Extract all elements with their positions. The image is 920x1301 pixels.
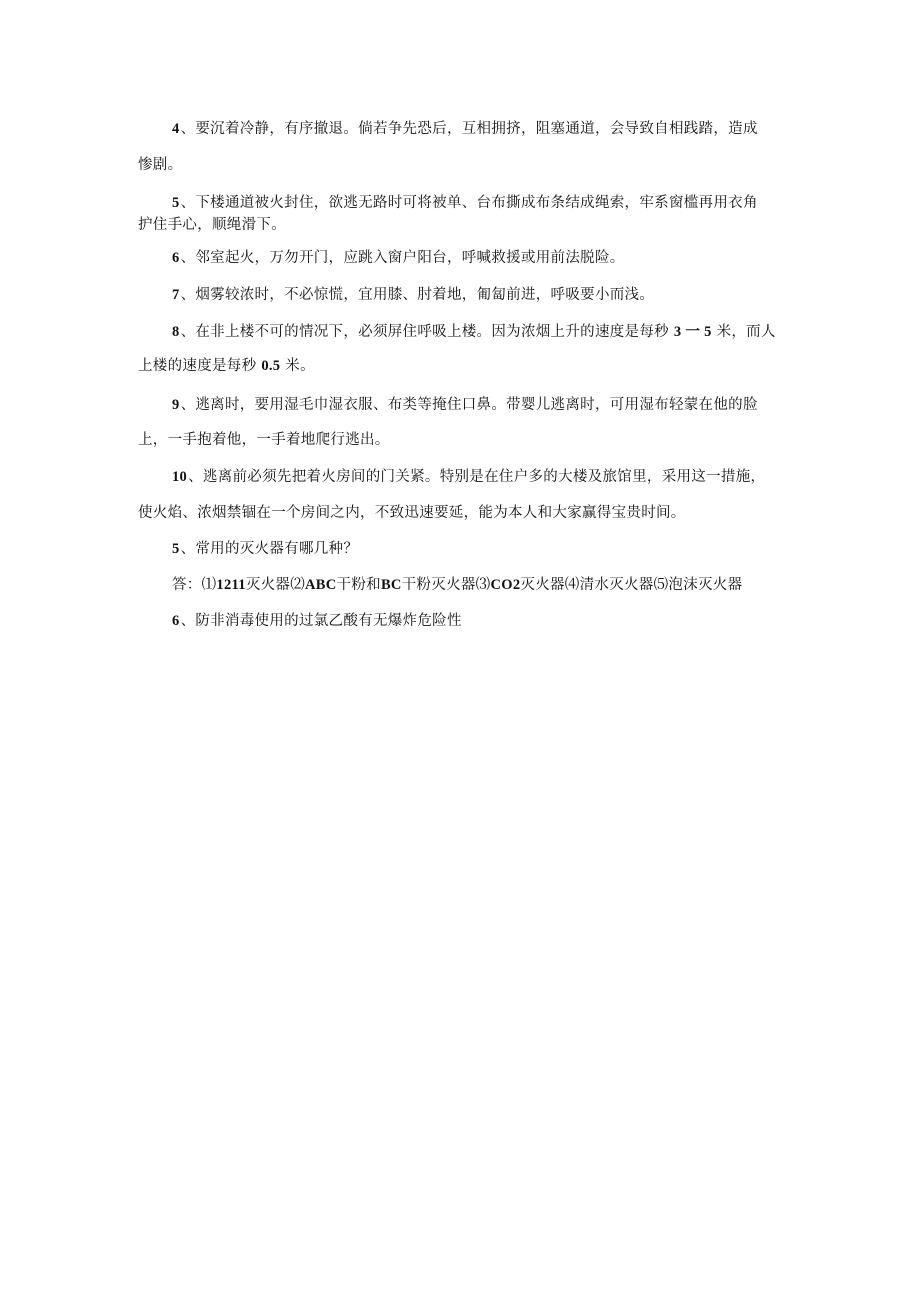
item-number: 6 <box>172 250 180 266</box>
question-text: 、常用的灭火器有哪几种？ <box>180 541 359 557</box>
item-9-line-2 <box>138 433 788 448</box>
item-5-line-1 <box>172 196 822 211</box>
item-10-line-2 <box>138 506 788 521</box>
answer-text: 干粉灭火器⑶ <box>401 577 491 593</box>
item-9-line-1 <box>172 398 822 413</box>
item-text: 米，而人 <box>716 324 776 340</box>
answer-text: 灭火器⑵ <box>245 577 306 593</box>
item-10-line-1 <box>172 470 822 485</box>
item-text: 使火焰、浓烟禁锢在一个房间之内，不致迅速要延，能为本人和大家赢得宝贵时间。 <box>138 505 686 521</box>
item-5-line-2 <box>138 218 788 233</box>
item-8-line-2 <box>138 359 788 374</box>
item-number: 7 <box>172 287 180 303</box>
item-4-line-1 <box>172 122 822 137</box>
item-7 <box>172 288 822 303</box>
item-number: 8 <box>172 324 180 340</box>
answer-bold: 1211 <box>216 577 246 593</box>
answer-bold: BC <box>380 577 402 593</box>
answer-5 <box>172 578 822 593</box>
answer-text: 干粉和 <box>336 577 381 593</box>
item-number: 4 <box>172 121 180 137</box>
question-number: 5 <box>172 541 180 557</box>
smoke-speed-value: 3 一 5 <box>673 324 712 340</box>
item-number: 9 <box>172 397 180 413</box>
item-text: 、烟雾较浓时，不必惊慌，宜用膝、肘着地，匍匐前进，呼吸要小而浅。 <box>180 287 655 303</box>
item-number: 5 <box>172 195 180 211</box>
question-number: 6 <box>172 613 180 629</box>
question-text: 、防非消毒使用的过氯乙酸有无爆炸危险性 <box>180 613 462 629</box>
answer-text: 答：⑴ <box>172 577 217 593</box>
item-number: 10 <box>172 469 188 485</box>
answer-bold: CO2 <box>490 577 521 593</box>
item-text: 上，一手抱着他，一手着地爬行逃出。 <box>138 432 390 448</box>
item-text: 、下楼通道被火封住，欲逃无路时可将被单、台布撕成布条结成绳索，牢系窗槛再用衣角 <box>180 195 758 211</box>
item-text: 上楼的速度是每秒 <box>138 358 257 374</box>
climb-speed-value: 0.5 <box>261 358 281 374</box>
item-text: 、要沉着冷静，有序撤退。倘若争先恐后，互相拥挤，阻塞通道，会导致自相践踏，造成 <box>180 121 758 137</box>
item-text: 惨剧。 <box>138 157 183 173</box>
item-6 <box>172 251 822 266</box>
item-text: 、逃离前必须先把着火房间的门关紧。特别是在住户多的大楼及旅馆里，采用这一措施， <box>188 469 766 485</box>
item-4-line-2 <box>138 158 788 173</box>
item-text: 护住手心，顺绳滑下。 <box>138 217 286 233</box>
answer-text: 灭火器⑷清水灭火器⑸泡沫灭火器 <box>520 577 743 593</box>
answer-bold: ABC <box>305 577 337 593</box>
question-5 <box>172 542 822 557</box>
item-text: 、邻室起火，万勿开门，应跳入窗户阳台，呼喊救援或用前法脱险。 <box>180 250 625 266</box>
item-text: 、在非上楼不可的情况下，必须屏住呼吸上楼。因为浓烟上升的速度是每秒 <box>180 324 669 340</box>
item-8-line-1 <box>172 325 822 340</box>
item-text: 、逃离时，要用湿毛巾湿衣服、布类等掩住口鼻。带婴儿逃离时，可用湿布轻蒙在他的脸 <box>180 397 758 413</box>
question-6 <box>172 614 822 629</box>
item-text: 米。 <box>285 358 315 374</box>
